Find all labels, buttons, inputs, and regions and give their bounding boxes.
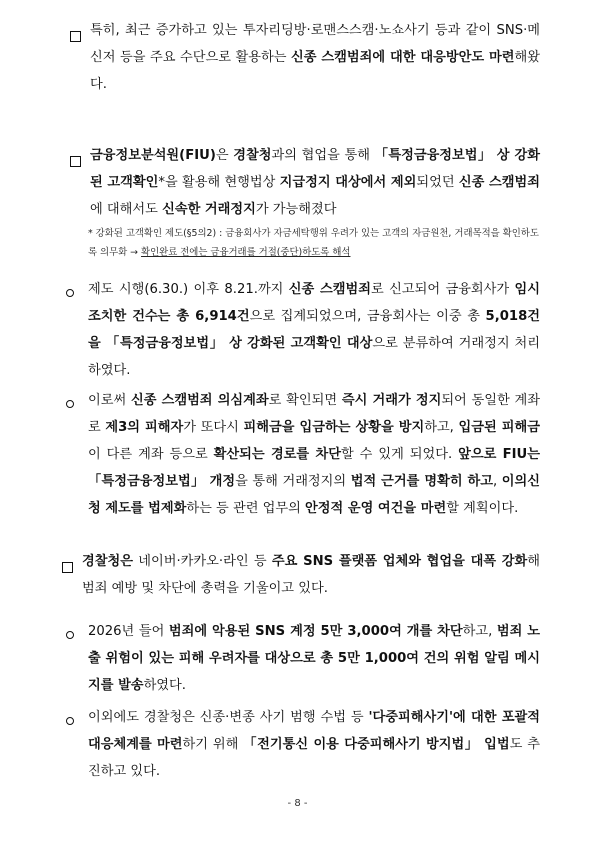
bold-text: 앞으로 FIU는 「특정금융정보법」 개정 xyxy=(88,447,541,489)
bold-text: 신종 스캠범죄 xyxy=(288,282,372,297)
bold-text: 신속한 거래정지 xyxy=(162,202,256,217)
square-bullet-icon xyxy=(70,31,81,42)
paragraph xyxy=(88,276,540,384)
bold-text: 범죄에 악용된 SNS 계정 5만 3,000여 개를 차단 xyxy=(168,624,463,639)
text-run: 하는 등 관련 업무의 xyxy=(186,501,306,516)
text-run: 할 계획이다. xyxy=(446,501,519,516)
bold-text: 「전기통신 이용 다중피해사기 방지법」 입법 xyxy=(243,737,510,752)
text-run: 이로써 xyxy=(88,393,131,408)
text-run: 이 다른 계좌 등으로 xyxy=(88,447,214,462)
paragraph xyxy=(82,548,540,602)
bold-text: 경찰청은 xyxy=(82,554,133,569)
text-run: 을 통해 거래정지의 xyxy=(235,474,351,489)
bold-text: 피해금을 입금하는 상황을 방지 xyxy=(243,420,425,435)
text-run: 에 대해서도 xyxy=(90,202,163,217)
bold-text: 주요 SNS 플랫폼 업체와 협업을 대폭 강화 xyxy=(271,554,528,569)
text-run: 되어 동일한 계좌로 xyxy=(88,393,540,435)
text-run: 하기 위해 xyxy=(182,737,244,752)
text-run: 확인완료 전에는 금융거래를 거절(중단)하도록 해석 xyxy=(141,247,351,258)
bold-text: 지급정지 대상에서 제외 xyxy=(279,175,417,190)
text-run: 이외에도 경찰청은 신종·변종 사기 범행 수법 등 xyxy=(88,710,369,725)
text-run: 하고, xyxy=(462,624,497,639)
bold-text: 확산되는 경로를 차단 xyxy=(213,447,341,462)
text-run: 가 가능해졌다 xyxy=(255,202,337,217)
text-run: 되었던 xyxy=(416,175,459,190)
circle-bullet-icon xyxy=(66,717,74,725)
text-run: 으로 집계되었으며, 금융회사는 이중 총 xyxy=(249,309,486,324)
circle-bullet-icon xyxy=(66,631,74,639)
text-run: 로 확인되면 xyxy=(268,393,342,408)
bold-text: '다중피해사기'에 대한 포괄적 대응체계를 마련 xyxy=(88,710,540,752)
bold-text: 5,018건을 「특정금융정보법」 상 강화된 고객확인 대상 xyxy=(88,309,540,351)
text-run: 네이버·카카오·라인 등 xyxy=(132,554,272,569)
bold-text: 제3의 피해자 xyxy=(105,420,184,435)
text-run: 은 xyxy=(215,148,234,163)
text-run: * 강화된 고객확인 제도(§5의2) : 금융회사가 자금세탁행위 우려가 있는 고객의 자금원천, 거래목적을 확인하도록 의무화 → xyxy=(88,228,539,258)
text-run: 해 범죄 예방 및 차단에 총력을 기울이고 있다. xyxy=(82,554,540,596)
footnote xyxy=(88,224,543,262)
square-bullet-icon xyxy=(70,156,81,167)
paragraph xyxy=(90,17,540,98)
square-bullet-icon xyxy=(62,562,73,573)
text-run: 로 신고되어 금융회사가 xyxy=(371,282,515,297)
paragraph xyxy=(88,387,540,522)
paragraph xyxy=(90,142,540,223)
text-run: 특히, 최근 증가하고 있는 투자리딩방·로맨스스캠·노쇼사기 등과 같이 SNS·메신저 등을 주요 수단으로 활용하는 xyxy=(90,23,540,65)
bold-text: 범죄 노출 위험이 있는 피해 우려자를 대상으로 총 5만 1,000여 건의 위험 알림 메시지를 발송 xyxy=(88,624,540,693)
text-run: 하고, xyxy=(424,420,459,435)
text-run: 도 추진하고 있다. xyxy=(88,737,540,779)
bold-text: 신종 스캠범죄에 대한 대응방안도 마련 xyxy=(290,50,515,65)
text-run: 하였다. xyxy=(143,678,186,693)
circle-bullet-icon xyxy=(66,400,74,408)
bold-text: 안정적 운영 여건을 마련 xyxy=(305,501,447,516)
text-run: 가 또다시 xyxy=(183,420,244,435)
text-run: 2026년 들어 xyxy=(88,624,169,639)
text-run: 으로 분류하여 거래정지 처리하였다. xyxy=(88,336,540,378)
paragraph xyxy=(88,704,540,785)
bold-text: 임시조치한 건수는 총 6,914건 xyxy=(88,282,540,324)
paragraph xyxy=(88,618,540,699)
bold-text: 신종 스캠범죄 의심계좌 xyxy=(130,393,269,408)
page-number: - 8 - xyxy=(287,798,308,809)
bold-text: 금융정보분석원(FIU) xyxy=(90,148,216,163)
text-run: 과의 협업을 통해 xyxy=(271,148,375,163)
bold-text: 신종 스캠범죄 xyxy=(458,175,540,190)
text-run: 할 수 있게 되었다. xyxy=(340,447,459,462)
bold-text: 입금된 피해금 xyxy=(458,420,540,435)
bold-text: 「특정금융정보법」 상 강화된 고객확인 xyxy=(90,148,541,190)
text-run: 제도 시행(6.30.) 이후 8.21.까지 xyxy=(88,282,289,297)
text-run: , xyxy=(493,474,502,489)
bold-text: 법적 근거를 명확히 하고 xyxy=(350,474,493,489)
text-run: 해왔다. xyxy=(90,50,540,92)
bold-text: 이의신청 제도를 법제화 xyxy=(88,474,540,516)
circle-bullet-icon xyxy=(66,289,74,297)
text-run: *을 활용해 현행법상 xyxy=(158,175,280,190)
bold-text: 경찰청 xyxy=(233,148,272,163)
bold-text: 즉시 거래가 정지 xyxy=(341,393,442,408)
